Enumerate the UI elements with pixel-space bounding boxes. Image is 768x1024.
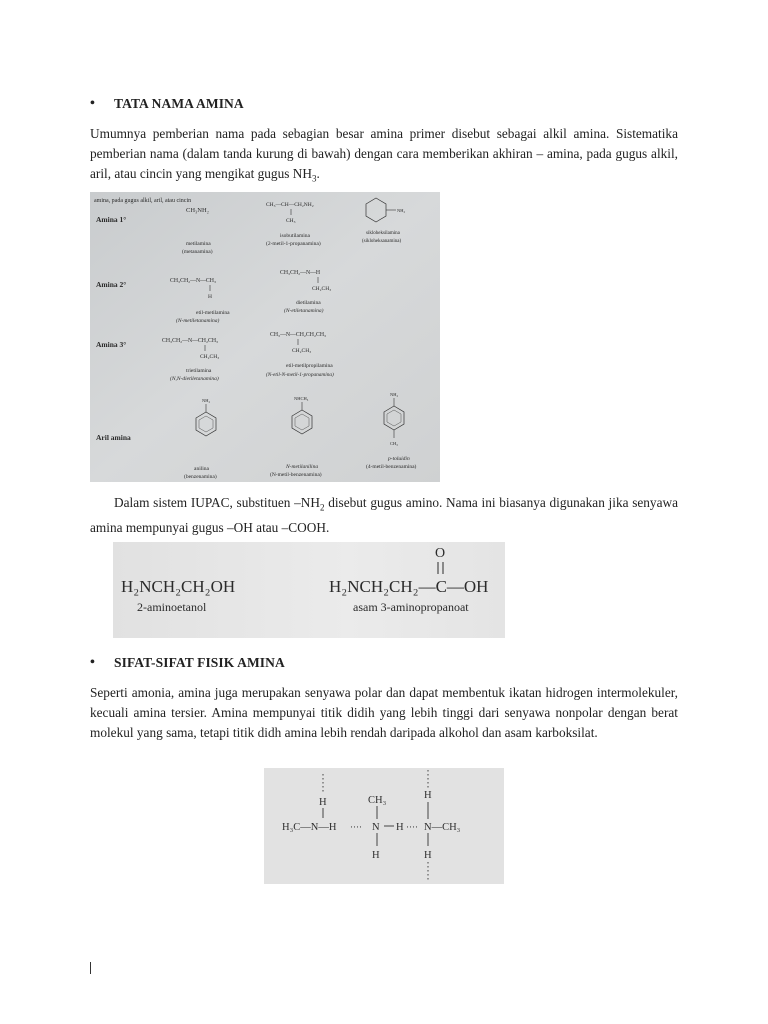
compound-ethylmethylamine-iupac: (N-metiletanamina) xyxy=(176,318,220,324)
figure-top-caption: amina, pada gugus alkil, aril, atau cincin xyxy=(94,198,192,204)
section-heading-sifat-fisik: • SIFAT-SIFAT FISIK AMINA xyxy=(90,655,285,670)
compound-diethylamine-iupac: (N-etiletanamina) xyxy=(284,308,324,314)
name-aminopropanoic-acid: asam 3-aminopropanoat xyxy=(353,600,469,614)
compound-p-toluidine-sub2: CH₃ xyxy=(390,441,398,446)
h-bond-h-mid: H xyxy=(396,822,404,833)
compound-isobutylamine-name: isobutilamina xyxy=(280,233,310,239)
amino-compounds-image xyxy=(113,542,505,638)
formula-aminoethanol: H₂NCH₂CH₂OH xyxy=(121,577,236,596)
row-label-aryl: Aril amina xyxy=(96,433,131,442)
compound-n-methylaniline-name: N-metilanilina xyxy=(286,464,319,470)
paragraph-iupac-amino: Dalam sistem IUPAC, substituen $-NH_2$ disebut gugus amino. Nama ini biasanya digunakan jika senyawa amina mempunyai gugus –OH atau –COOH. xyxy=(90,495,678,535)
carbonyl-oxygen: O xyxy=(435,546,446,561)
compound-p-toluidine-iupac: (4-metil-benzenamina) xyxy=(366,464,417,470)
h-bond-dots-1: ···· xyxy=(350,822,362,832)
h-bond-top-h: H xyxy=(319,797,327,808)
compound-triethylamine-name: trietilamina xyxy=(186,368,212,374)
compound-cyclohexylamine-iupac: (sikloheksanamina) xyxy=(362,239,402,244)
h-bond-right-bottom: H xyxy=(424,850,432,861)
row-label-secondary: Amina 2° xyxy=(96,280,127,289)
compound-n-methylaniline-iupac: (N-metil-benzenamina) xyxy=(270,472,322,478)
footer-cursor-mark xyxy=(90,962,91,974)
compound-ethylmethylpropylamine-name: etil-metilpropilamina xyxy=(286,363,333,369)
compound-ethylmethylpropylamine-formula: CH₃—N—CH₂CH₂CH₃ xyxy=(270,332,327,338)
h-bond-mid-top: CH₃ xyxy=(368,795,387,806)
compound-cyclohexylamine-name: sikloheksilamina xyxy=(366,231,400,236)
h-bond-dots-2: ···· xyxy=(406,822,418,832)
compound-triethylamine-formula: CH₃CH₂—N—CH₂CH₃ xyxy=(162,338,219,344)
formula-aminopropanoic-acid: H₂NCH₂CH₂—C—OH xyxy=(329,577,489,596)
compound-ethylmethylamine-formula: CH₃CH₂—N—CH₃ xyxy=(170,278,217,284)
section-heading-tata-nama: • TATA NAMA AMINA xyxy=(90,96,244,111)
compound-triethylamine-branch: CH₂CH₃ xyxy=(200,354,220,360)
compound-isobutylamine-iupac: (2-metil-1-propanamina) xyxy=(266,241,321,247)
compound-aniline-iupac: (benzenamina) xyxy=(184,474,217,480)
h-bond-mid-n: N xyxy=(372,822,380,833)
bullet-icon: • xyxy=(90,655,96,670)
h-bond-right-top: H xyxy=(424,790,432,801)
compound-p-toluidine-sub: NH₂ xyxy=(390,392,399,397)
row-label-tertiary: Amina 3° xyxy=(96,340,127,349)
compound-diethylamine-formula: CH₃CH₂—N—H xyxy=(280,270,321,276)
compound-triethylamine-iupac: (N,N-dietiletanamina) xyxy=(170,376,219,382)
compound-cyclohexylamine-sub: NH₂ xyxy=(397,208,406,213)
compound-aniline-sub: NH₂ xyxy=(202,398,211,403)
compound-methylamine-name: metilamina xyxy=(186,241,211,247)
compound-diethylamine-name: dietilamina xyxy=(296,300,321,306)
compound-n-methylaniline-sub: NHCH₃ xyxy=(294,396,309,401)
paragraph-naming-intro: Umumnya pemberian nama pada sebagian besar amina primer disebut sebagai alkil amina. Sistematika pemberian nama (dalam tanda kurung di bawah) dengan cara memberikan akhiran – amina, pada gugus alkil, aril, atau cincin yang mengikat gugus $NH_3$. xyxy=(90,126,678,184)
compound-ethylmethylamine-name: etil-metilamina xyxy=(196,310,230,316)
row-label-primary: Amina 1° xyxy=(96,215,127,224)
h-bond-right-n: N—CH₃ xyxy=(424,822,461,833)
name-aminoethanol: 2-aminoetanol xyxy=(137,600,207,614)
amine-naming-table-image xyxy=(90,192,440,482)
compound-ethylmethylamine-branch: H xyxy=(208,294,212,300)
compound-ethylmethylpropylamine-branch: CH₂CH₃ xyxy=(292,348,312,354)
compound-diethylamine-branch: CH₂CH₃ xyxy=(312,286,332,292)
compound-isobutylamine-formula: CH₃—CH—CH₂NH₂ xyxy=(266,202,314,208)
compound-methylamine-formula: CH₃NH₂ xyxy=(186,207,209,214)
compound-isobutylamine-branch: CH₃ xyxy=(286,218,296,224)
h-bond-left-group: H₃C—N—H xyxy=(282,822,337,833)
paragraph-physical-properties: Seperti amonia, amina juga merupakan senyawa polar dan dapat membentuk ikatan hidrogen intermolekuler, kecuali amina tersier. Amina mempunyai titik didih yang lebih tinggi dari senyawa nonpolar dengan berat molekul yang sama, tetapi titik didh amina lebih rendah daripada alkohol dan asam karboksilat. xyxy=(90,685,678,740)
bullet-icon: • xyxy=(90,96,96,111)
compound-aniline-name: anilina xyxy=(194,466,209,472)
h-bond-mid-bottom: H xyxy=(372,850,380,861)
compound-p-toluidine-name: p-toluidin xyxy=(388,456,410,462)
compound-ethylmethylpropylamine-iupac: (N-etil-N-metil-1-propanamina) xyxy=(266,372,334,378)
hydrogen-bonding-image xyxy=(264,768,504,884)
compound-methylamine-iupac: (metanamina) xyxy=(182,249,213,255)
